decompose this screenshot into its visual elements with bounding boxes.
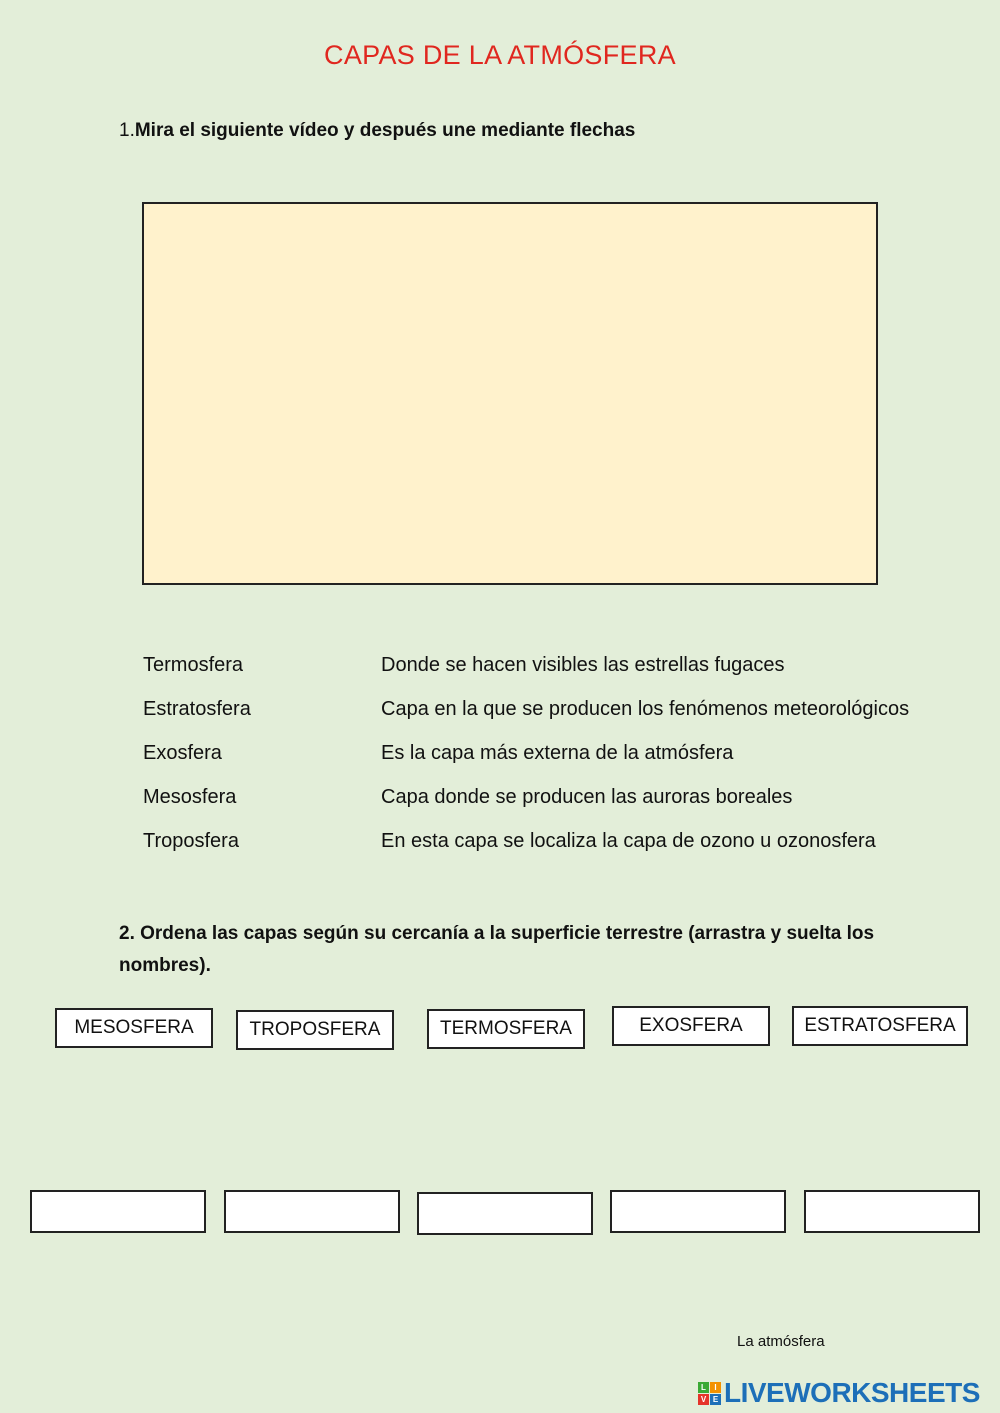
logo-icon-letter: L <box>698 1382 709 1393</box>
drop-zone-1[interactable] <box>30 1190 206 1233</box>
match-definition[interactable]: Donde se hacen visibles las estrellas fugaces <box>381 654 785 676</box>
drag-word-mesosfera[interactable]: MESOSFERA <box>55 1008 213 1048</box>
question-1 <box>119 120 635 142</box>
match-term[interactable]: Mesosfera <box>143 786 237 808</box>
match-term[interactable]: Exosfera <box>143 742 222 764</box>
match-definition[interactable]: Capa donde se producen las auroras boreales <box>381 786 793 808</box>
match-definition[interactable]: En esta capa se localiza la capa de ozono u ozonosfera <box>381 830 876 852</box>
match-term[interactable]: Termosfera <box>143 654 244 676</box>
drop-zone-4[interactable] <box>610 1190 786 1233</box>
liveworksheets-logo[interactable] <box>698 1377 980 1409</box>
drop-zone-3[interactable] <box>417 1192 593 1235</box>
match-definition[interactable]: Es la capa más externa de la atmósfera <box>381 742 734 764</box>
question-1-text: Mira el siguiente vídeo y después une mediante flechas <box>134 120 636 141</box>
match-term[interactable]: Estratosfera <box>143 698 251 720</box>
drag-word-troposfera[interactable]: TROPOSFERA <box>236 1010 394 1050</box>
match-term[interactable]: Troposfera <box>143 830 239 852</box>
video-embed[interactable] <box>142 202 878 585</box>
drag-word-estratosfera[interactable]: ESTRATOSFERA <box>792 1006 968 1046</box>
question-2-text: 2. Ordena las capas según su cercanía a la superficie terrestre (arrastra y suelta los nombres). <box>119 923 875 976</box>
liveworksheets-logo-text: LIVEWORKSHEETS <box>724 1377 980 1408</box>
drag-word-exosfera[interactable]: EXOSFERA <box>612 1006 770 1046</box>
liveworksheets-logo-icon <box>698 1382 721 1405</box>
logo-icon-letter: I <box>710 1382 721 1393</box>
question-1-number: 1. <box>119 120 135 141</box>
drag-word-termosfera[interactable]: TERMOSFERA <box>427 1009 585 1049</box>
logo-icon-letter: V <box>698 1394 709 1405</box>
logo-icon-letter: E <box>710 1394 721 1405</box>
match-definition[interactable]: Capa en la que se producen los fenómenos meteorológicos <box>381 698 910 720</box>
drop-zone-5[interactable] <box>804 1190 980 1233</box>
footer-label: La atmósfera <box>737 1333 825 1350</box>
drop-zone-2[interactable] <box>224 1190 400 1233</box>
page-title: CAPAS DE LA ATMÓSFERA <box>324 40 676 70</box>
